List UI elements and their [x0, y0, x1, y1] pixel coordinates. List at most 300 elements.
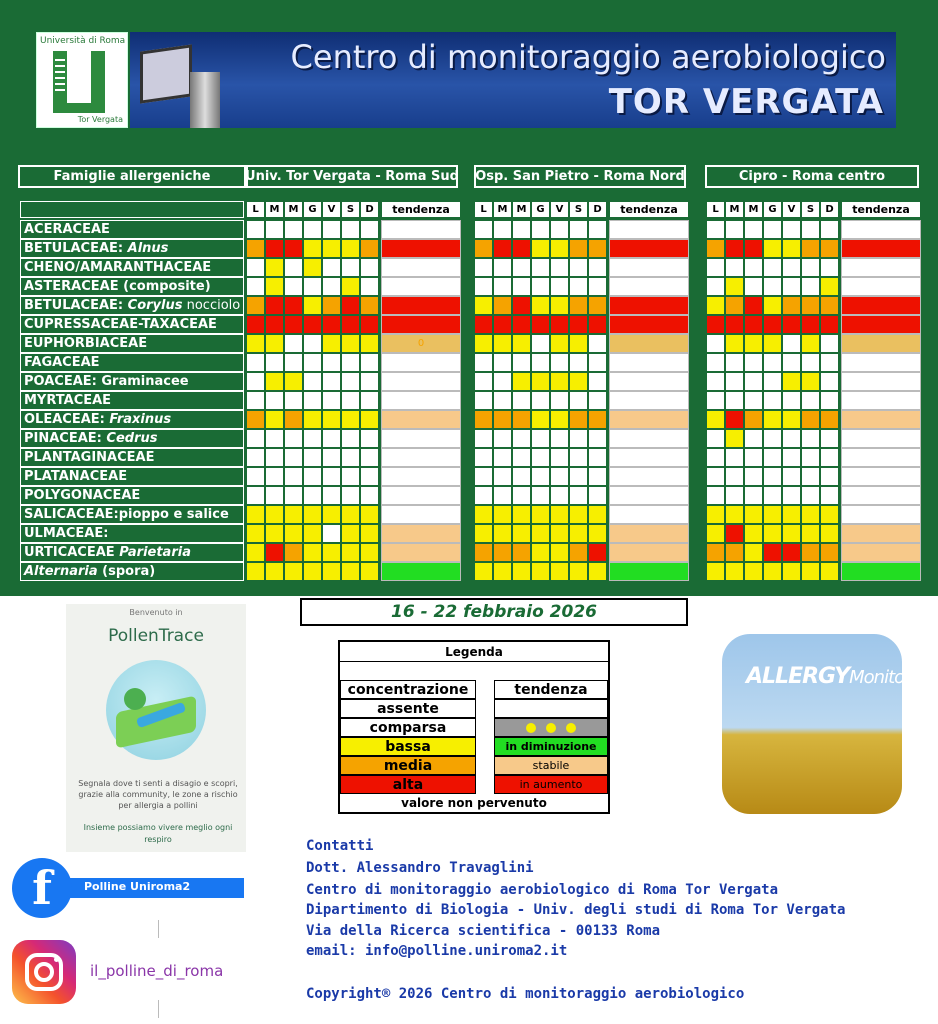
logo-top-text: Università di Roma	[40, 36, 126, 46]
pollen-level-cell	[303, 334, 322, 353]
pollen-level-cell	[801, 562, 820, 581]
pollen-level-cell	[550, 372, 569, 391]
day-header: D	[588, 201, 607, 218]
pollen-level-cell	[322, 315, 341, 334]
pollen-level-cell	[588, 429, 607, 448]
families-header: Famiglie allergeniche	[18, 165, 246, 188]
family-row-label: POLYGONACEAE	[20, 486, 244, 505]
pollen-level-cell	[493, 277, 512, 296]
pollen-level-cell	[550, 486, 569, 505]
pollen-level-cell	[820, 296, 839, 315]
pollen-level-cell	[725, 334, 744, 353]
pollen-level-cell	[820, 391, 839, 410]
pollen-level-cell	[531, 505, 550, 524]
family-row-label: Alternaria (spora)	[20, 562, 244, 581]
pollen-level-cell	[474, 562, 493, 581]
trend-cell	[381, 562, 461, 581]
pollen-level-cell	[531, 334, 550, 353]
pollen-level-cell	[493, 353, 512, 372]
pollen-level-cell	[512, 353, 531, 372]
pollen-level-cell	[360, 429, 379, 448]
contacts-name: Dott. Alessandro Travaglini	[306, 860, 534, 876]
trend-cell	[381, 524, 461, 543]
contacts-line-3: Via della Ricerca scientifica - 00133 Roma	[306, 923, 661, 939]
pollen-level-cell	[322, 505, 341, 524]
pollen-level-cell	[284, 543, 303, 562]
pollen-level-cell	[341, 562, 360, 581]
day-header: L	[246, 201, 265, 218]
pollen-level-cell	[782, 543, 801, 562]
pollen-level-cell	[493, 334, 512, 353]
pollen-level-cell	[246, 315, 265, 334]
pollen-level-cell	[550, 505, 569, 524]
pollen-level-cell	[550, 353, 569, 372]
pollen-level-cell	[550, 467, 569, 486]
pollen-level-cell	[801, 277, 820, 296]
trend-cell	[609, 391, 689, 410]
legend-alta: alta	[340, 775, 476, 794]
pollen-level-cell	[341, 353, 360, 372]
pollen-level-cell	[341, 391, 360, 410]
family-header-spacer	[20, 201, 244, 218]
family-row-label: PLANTAGINACEAE	[20, 448, 244, 467]
pollen-level-cell	[569, 391, 588, 410]
pollen-level-cell	[550, 296, 569, 315]
trend-cell	[381, 258, 461, 277]
pollen-level-cell	[474, 220, 493, 239]
pollen-level-cell	[550, 220, 569, 239]
pollen-level-cell	[569, 505, 588, 524]
day-header: M	[493, 201, 512, 218]
pollen-level-cell	[550, 543, 569, 562]
pollen-level-cell	[322, 353, 341, 372]
day-header: M	[265, 201, 284, 218]
pollen-level-cell	[588, 486, 607, 505]
allergy-monitor-app-icon[interactable]	[722, 634, 911, 814]
pollen-level-cell	[744, 524, 763, 543]
trend-cell	[381, 505, 461, 524]
trend-cell	[841, 334, 921, 353]
pollen-level-cell	[706, 277, 725, 296]
pollen-level-cell	[360, 258, 379, 277]
pollen-level-cell	[265, 543, 284, 562]
family-row-label: BETULACEAE: Alnus	[20, 239, 244, 258]
title-banner	[130, 32, 896, 128]
pollen-level-cell	[706, 410, 725, 429]
pollen-level-cell	[265, 486, 284, 505]
pollen-level-cell	[588, 296, 607, 315]
trend-cell	[609, 372, 689, 391]
trend-cell	[841, 296, 921, 315]
pollen-level-cell	[246, 505, 265, 524]
pollen-level-cell	[246, 220, 265, 239]
legend-in-aumento: in aumento	[494, 775, 608, 794]
pollen-level-cell	[341, 467, 360, 486]
pollen-level-cell	[744, 562, 763, 581]
pollen-level-cell	[782, 239, 801, 258]
trend-cell	[841, 391, 921, 410]
pollen-level-cell	[820, 486, 839, 505]
trend-cell	[609, 334, 689, 353]
pollen-level-cell	[782, 486, 801, 505]
instagram-label[interactable]: il_polline_di_roma	[90, 962, 224, 980]
pollen-level-cell	[569, 220, 588, 239]
pollen-level-cell	[303, 258, 322, 277]
contacts-heading: Contatti	[306, 838, 374, 854]
pollen-level-cell	[322, 239, 341, 258]
pollen-level-cell	[801, 429, 820, 448]
pollen-level-cell	[474, 543, 493, 562]
pollen-level-cell	[569, 486, 588, 505]
pollen-level-cell	[763, 258, 782, 277]
pollen-level-cell	[360, 467, 379, 486]
pollen-level-cell	[820, 429, 839, 448]
pollentrace-footer: Insieme possiamo vivere meglio ogni respiro	[83, 823, 233, 844]
pollen-level-cell	[322, 543, 341, 562]
pollen-level-cell	[706, 505, 725, 524]
pollen-level-cell	[569, 353, 588, 372]
trend-cell	[609, 239, 689, 258]
day-header: S	[569, 201, 588, 218]
legend-comparsa: comparsa	[340, 718, 476, 737]
pollen-level-cell	[782, 505, 801, 524]
family-row-label: MYRTACEAE	[20, 391, 244, 410]
pollen-level-cell	[322, 467, 341, 486]
pollen-level-cell	[706, 543, 725, 562]
allergy-monitor-light: Monitor	[849, 667, 911, 688]
trend-cell	[841, 505, 921, 524]
pollen-level-cell	[763, 372, 782, 391]
pollen-level-cell	[569, 410, 588, 429]
pollen-level-cell	[569, 448, 588, 467]
week-range: 16 - 22 febbraio 2026	[300, 598, 688, 626]
pollen-level-cell	[303, 391, 322, 410]
pollen-level-cell	[360, 334, 379, 353]
pollen-level-cell	[782, 258, 801, 277]
pollen-level-cell	[284, 353, 303, 372]
pollen-level-cell	[493, 296, 512, 315]
pollen-level-cell	[820, 353, 839, 372]
pollen-level-cell	[322, 296, 341, 315]
pollen-level-cell	[744, 429, 763, 448]
pollen-level-cell	[706, 315, 725, 334]
divider	[158, 1000, 159, 1018]
pollen-level-cell	[360, 391, 379, 410]
pollen-level-cell	[744, 486, 763, 505]
pollen-level-cell	[474, 448, 493, 467]
pollen-level-cell	[265, 391, 284, 410]
trend-cell	[841, 524, 921, 543]
pollen-level-cell	[820, 220, 839, 239]
facebook-label[interactable]: Polline Uniroma2	[84, 880, 191, 893]
family-row-label: ACERACEAE	[20, 220, 244, 239]
trend-cell	[381, 486, 461, 505]
pollen-level-cell	[782, 562, 801, 581]
pollen-level-cell	[782, 410, 801, 429]
pollen-level-cell	[706, 239, 725, 258]
pollen-level-cell	[744, 372, 763, 391]
pollen-level-cell	[246, 543, 265, 562]
pollen-level-cell	[284, 372, 303, 391]
pollen-level-cell	[725, 258, 744, 277]
station-header-3: Cipro - Roma centro	[705, 165, 919, 188]
pollen-level-cell	[284, 334, 303, 353]
trend-cell	[381, 220, 461, 239]
pollen-level-cell	[341, 220, 360, 239]
pollen-level-cell	[588, 410, 607, 429]
pollen-level-cell	[820, 277, 839, 296]
pollen-level-cell	[801, 334, 820, 353]
pollen-level-cell	[341, 429, 360, 448]
trend-cell	[609, 315, 689, 334]
pollen-level-cell	[782, 277, 801, 296]
pollen-level-cell	[588, 372, 607, 391]
allergy-monitor-logo-text	[746, 664, 911, 689]
pollen-level-cell	[303, 296, 322, 315]
pollen-level-cell	[246, 353, 265, 372]
family-row-label: ASTERACEAE (composite)	[20, 277, 244, 296]
pollen-level-cell	[744, 315, 763, 334]
pollen-level-cell	[512, 277, 531, 296]
pollen-level-cell	[246, 562, 265, 581]
pollen-level-cell	[550, 315, 569, 334]
pollen-level-cell	[512, 372, 531, 391]
allergy-monitor-bold: ALLERGY	[746, 664, 850, 689]
trend-cell	[381, 353, 461, 372]
pollen-level-cell	[706, 429, 725, 448]
pollen-level-cell	[820, 239, 839, 258]
pollen-level-cell	[782, 429, 801, 448]
pollen-level-cell	[493, 429, 512, 448]
pollen-level-cell	[303, 486, 322, 505]
pollen-level-cell	[512, 429, 531, 448]
pollen-level-cell	[744, 467, 763, 486]
pollen-level-cell	[569, 296, 588, 315]
trend-cell	[609, 220, 689, 239]
pollen-level-cell	[303, 448, 322, 467]
pollen-level-cell	[569, 467, 588, 486]
pollen-level-cell	[512, 486, 531, 505]
computer-icon	[140, 44, 192, 103]
pollen-level-cell	[303, 562, 322, 581]
pollen-level-cell	[820, 315, 839, 334]
pollen-level-cell	[284, 524, 303, 543]
pollen-level-cell	[706, 524, 725, 543]
pollen-level-cell	[763, 467, 782, 486]
pollen-level-cell	[550, 391, 569, 410]
trend-cell	[609, 410, 689, 429]
banner-title: Centro di monitoraggio aerobiologico	[290, 38, 886, 76]
pollen-level-cell	[550, 334, 569, 353]
pollen-level-cell	[725, 562, 744, 581]
pollen-level-cell	[341, 277, 360, 296]
contacts-email[interactable]: email: info@polline.uniroma2.it	[306, 943, 568, 959]
pollen-level-cell	[246, 334, 265, 353]
trend-cell	[381, 429, 461, 448]
pollen-level-cell	[474, 429, 493, 448]
trend-cell	[841, 220, 921, 239]
instagram-icon[interactable]	[12, 940, 76, 1004]
pollen-level-cell	[744, 334, 763, 353]
pollen-level-cell	[512, 220, 531, 239]
pollen-level-cell	[493, 220, 512, 239]
pollen-level-cell	[474, 391, 493, 410]
pollen-level-cell	[474, 277, 493, 296]
pollen-level-cell	[303, 505, 322, 524]
pollen-level-cell	[493, 372, 512, 391]
pollen-level-cell	[801, 296, 820, 315]
trend-cell: 0	[381, 334, 461, 353]
legend-in-diminuzione: in diminuzione	[494, 737, 608, 756]
pollen-level-cell	[531, 391, 550, 410]
pollen-level-cell	[322, 429, 341, 448]
day-header: M	[744, 201, 763, 218]
pollen-level-cell	[512, 391, 531, 410]
pollen-level-cell	[265, 505, 284, 524]
pollen-level-cell	[588, 334, 607, 353]
pollen-level-cell	[284, 486, 303, 505]
pollen-level-cell	[341, 505, 360, 524]
pollen-level-cell	[360, 353, 379, 372]
facebook-icon[interactable]: f	[12, 858, 72, 918]
pollen-level-cell	[706, 372, 725, 391]
pollen-level-cell	[531, 410, 550, 429]
pollen-level-cell	[706, 486, 725, 505]
family-row-label: POACEAE: Graminacee	[20, 372, 244, 391]
pollen-level-cell	[763, 277, 782, 296]
pollen-level-cell	[782, 448, 801, 467]
pollen-level-cell	[493, 543, 512, 562]
pollen-level-cell	[725, 391, 744, 410]
pollen-level-cell	[493, 562, 512, 581]
pollen-level-cell	[706, 220, 725, 239]
trend-header: tendenza	[609, 201, 689, 218]
pollen-level-cell	[265, 429, 284, 448]
pollen-level-cell	[782, 353, 801, 372]
pollen-level-cell	[569, 315, 588, 334]
pollen-level-cell	[265, 315, 284, 334]
legend-stabile: stabile	[494, 756, 608, 775]
pollen-level-cell	[303, 410, 322, 429]
pollen-level-cell	[322, 562, 341, 581]
trend-cell	[841, 258, 921, 277]
family-row-label: BETULACEAE: Corylus nocciolo	[20, 296, 244, 315]
pollen-level-cell	[744, 353, 763, 372]
pollen-level-cell	[512, 410, 531, 429]
pollen-level-cell	[588, 277, 607, 296]
pollen-level-cell	[303, 353, 322, 372]
pollen-level-cell	[284, 391, 303, 410]
pollen-level-cell	[531, 562, 550, 581]
trend-cell	[609, 562, 689, 581]
pollentrace-name: PollenTrace	[108, 626, 204, 646]
pollen-level-cell	[341, 543, 360, 562]
pollen-level-cell	[341, 410, 360, 429]
pollen-level-cell	[531, 220, 550, 239]
pollen-level-cell	[725, 543, 744, 562]
pollen-level-cell	[360, 543, 379, 562]
pollen-level-cell	[744, 448, 763, 467]
pollen-level-cell	[360, 239, 379, 258]
family-row-label: ULMACEAE:	[20, 524, 244, 543]
trend-cell	[841, 410, 921, 429]
contacts-line-1: Centro di monitoraggio aerobiologico di Roma Tor Vergata	[306, 882, 779, 898]
pollen-level-cell	[801, 353, 820, 372]
pollen-level-cell	[360, 296, 379, 315]
pollen-level-cell	[284, 315, 303, 334]
pollen-level-cell	[801, 391, 820, 410]
pollen-level-cell	[303, 467, 322, 486]
contacts-line-2: Dipartimento di Biologia - Univ. degli studi di Roma Tor Vergata	[306, 902, 846, 918]
pollen-level-cell	[725, 467, 744, 486]
pollen-level-cell	[284, 448, 303, 467]
trend-cell	[841, 277, 921, 296]
day-header: S	[341, 201, 360, 218]
pollen-level-cell	[341, 524, 360, 543]
day-header: V	[322, 201, 341, 218]
landscape-illustration-icon	[106, 660, 206, 760]
pollen-level-cell	[763, 543, 782, 562]
pollen-level-cell	[474, 239, 493, 258]
legend-tendenza: tendenza	[494, 680, 608, 699]
pollen-level-cell	[493, 410, 512, 429]
pollen-level-cell	[474, 467, 493, 486]
trend-cell	[381, 448, 461, 467]
pollen-level-cell	[322, 486, 341, 505]
pollen-level-cell	[706, 334, 725, 353]
pollen-level-cell	[474, 505, 493, 524]
pollen-level-cell	[744, 296, 763, 315]
pollen-level-cell	[531, 448, 550, 467]
pollen-level-cell	[588, 467, 607, 486]
family-row-label: URTICACEAE Parietaria	[20, 543, 244, 562]
pollentrace-welcome: Benvenuto in	[129, 608, 183, 617]
day-header: L	[706, 201, 725, 218]
pollen-level-cell	[341, 239, 360, 258]
pollen-level-cell	[801, 448, 820, 467]
trend-cell	[381, 277, 461, 296]
pollen-level-cell	[493, 391, 512, 410]
pollen-level-cell	[706, 258, 725, 277]
university-logo	[36, 32, 128, 128]
family-row-label: CHENO/AMARANTHACEAE	[20, 258, 244, 277]
pollen-level-cell	[303, 543, 322, 562]
pollen-level-cell	[303, 277, 322, 296]
pollen-level-cell	[474, 524, 493, 543]
day-header: M	[512, 201, 531, 218]
pollen-level-cell	[744, 258, 763, 277]
pollen-level-cell	[341, 334, 360, 353]
pollen-level-cell	[284, 562, 303, 581]
trend-cell	[381, 372, 461, 391]
pollen-level-cell	[493, 505, 512, 524]
legend-media: media	[340, 756, 476, 775]
pollen-level-cell	[265, 467, 284, 486]
pollen-level-cell	[474, 315, 493, 334]
pollen-level-cell	[801, 372, 820, 391]
pollen-level-cell	[744, 505, 763, 524]
pollen-level-cell	[820, 543, 839, 562]
pollentrace-app-card[interactable]	[66, 604, 246, 852]
trend-cell	[609, 277, 689, 296]
pollen-level-cell	[512, 467, 531, 486]
pollen-level-cell	[284, 220, 303, 239]
pollen-level-cell	[322, 448, 341, 467]
trend-cell	[381, 391, 461, 410]
pollen-level-cell	[550, 524, 569, 543]
pollen-level-cell	[284, 467, 303, 486]
pollen-level-cell	[360, 562, 379, 581]
